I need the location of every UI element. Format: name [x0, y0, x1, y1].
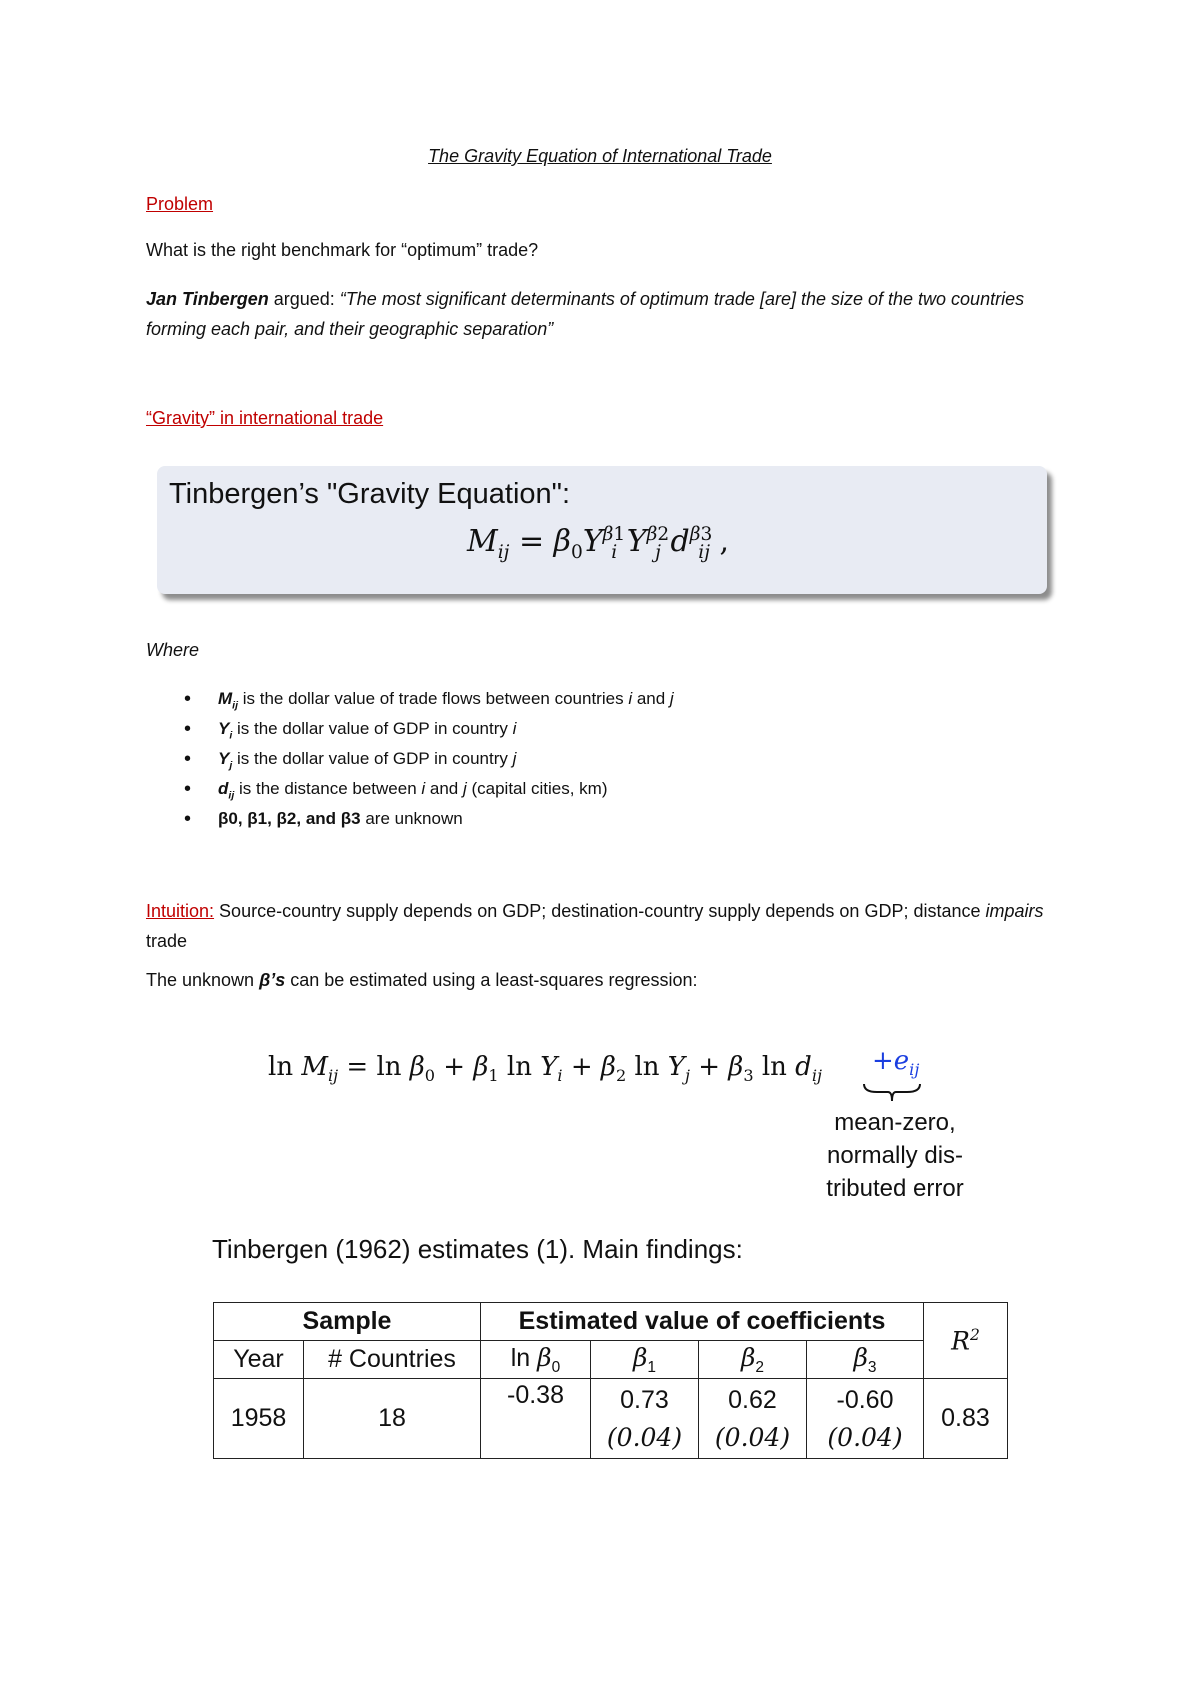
table-header-row: [214, 1303, 1008, 1341]
beta1-header: $\beta_1$: [591, 1341, 699, 1379]
findings-heading: Tinbergen (1962) estimates (1). Main findings:: [212, 1234, 743, 1264]
quote-text: “The most significant determinants of optimum trade [are] the size of the two countries forming each pair, and their geographic separation”: [146, 289, 1025, 339]
list-item: • $Y_j$ is the dollar value of GDP in country j: [146, 744, 674, 774]
list-item: • $Y_i$ is the dollar value of GDP in country i: [146, 714, 674, 744]
r2-cell: 0.83: [924, 1379, 1008, 1459]
countries-header: # Countries: [304, 1341, 481, 1379]
coefficients-header: Estimated value of coefficients: [481, 1303, 924, 1341]
error-term: $+e_{ij}$: [872, 1046, 920, 1080]
gravity-equation-formula: $M_{ij} = \beta_0Y^{\beta 1}_i$ $Y^{\beta 2}_j$ $d^{\beta 3}_{ij}$ ,: [467, 524, 730, 563]
error-description: mean-zero, normally dis-tributed error: [826, 1109, 964, 1202]
estimates-table: [213, 1302, 1008, 1459]
beta3-header: $\beta_3$: [807, 1341, 924, 1379]
sample-header: Sample: [214, 1303, 481, 1341]
year-header: Year: [214, 1341, 304, 1379]
document-title: The Gravity Equation of International Trade: [428, 146, 772, 166]
beta2-header: $\beta_2$: [699, 1341, 807, 1379]
year-cell: 1958: [214, 1379, 304, 1459]
definition-list: [146, 684, 674, 834]
b2-cell: 0.62 (0.04): [699, 1379, 807, 1459]
intuition-label: Intuition:: [146, 901, 215, 921]
list-item: • β0, β1, β2, and β3 are unknown: [146, 804, 674, 834]
gravity-heading: “Gravity” in international trade: [146, 408, 384, 428]
table-row: [214, 1379, 1008, 1459]
quote-author: Jan Tinbergen: [146, 289, 269, 309]
gravity-equation-box: [157, 466, 1047, 594]
b0-cell: -0.38: [481, 1379, 591, 1459]
gravity-equation-title: Tinbergen’s "Gravity Equation":: [169, 478, 571, 510]
estimation-sentence: The unknown β’s can be estimated using a least-squares regression:: [146, 970, 698, 990]
tinbergen-quote: [146, 284, 1076, 344]
quote-verb: argued:: [268, 289, 340, 309]
intuition-paragraph: Intuition: Source-country supply depends on GDP; destination-country supply depends on GDP; distance impairs trade: [146, 901, 1044, 951]
b3-cell: -0.60 (0.04): [807, 1379, 924, 1459]
list-item: • $d_{ij}$ is the distance between i and j (capital cities, km): [146, 774, 674, 804]
log-regression-formula: $\ln M_{ij} = \ln \beta_0 + \beta_1$ $\ln Y_i + \beta_2$ $\ln Y_j + \beta_3$ $\ln d_{ij}$: [268, 1052, 822, 1086]
where-label: Where: [146, 640, 200, 660]
list-item: • $M_{ij}$ is the dollar value of trade flows between countries i and j: [146, 684, 674, 714]
problem-heading: Problem: [146, 194, 214, 214]
countries-cell: 18: [304, 1379, 481, 1459]
table-subheader-row: [214, 1341, 1008, 1379]
ln-beta0-header: $\ln \beta_0$: [481, 1341, 591, 1379]
underbrace-icon: [862, 1082, 922, 1104]
benchmark-question: What is the right benchmark for “optimum” trade?: [146, 240, 539, 260]
r-squared-header: $R^2$: [924, 1303, 1008, 1379]
b1-cell: 0.73 (0.04): [591, 1379, 699, 1459]
